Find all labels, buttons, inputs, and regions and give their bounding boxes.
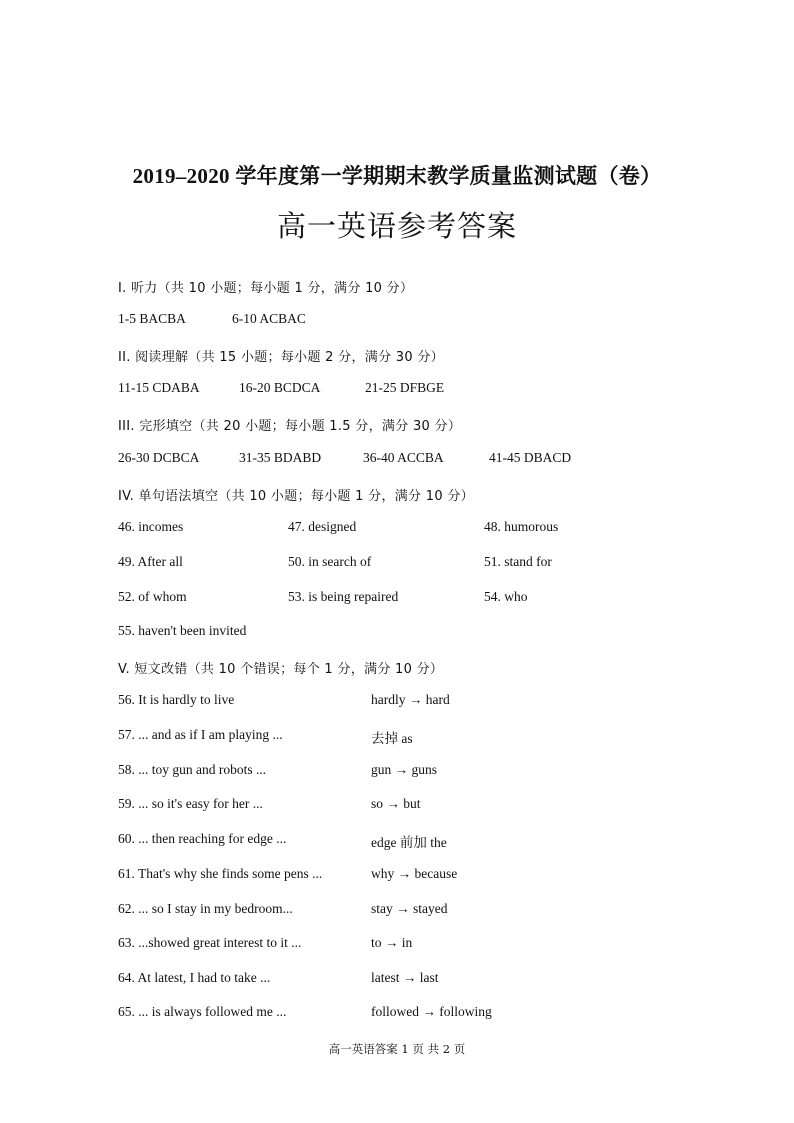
grammar-answer: 55. haven't been invited	[118, 623, 247, 638]
correction-sentence: 61. That's why she finds some pens ...	[118, 866, 323, 881]
grammar-answer: 52. of whom	[118, 589, 187, 604]
correction-sentence: 58. ... toy gun and robots ...	[118, 762, 267, 777]
grammar-answer: 48. humorous	[484, 519, 559, 534]
correction-sentence: 57. ... and as if I am playing ...	[118, 727, 283, 742]
grammar-answer: 51. stand for	[484, 554, 552, 569]
cloze-answer: 41-45 DBACD	[489, 450, 572, 465]
correction-sentence: 62. ... so I stay in my bedroom...	[118, 901, 293, 916]
correction-sentence: 60. ... then reaching for edge ...	[118, 831, 287, 846]
grammar-answer: 46. incomes	[118, 519, 184, 534]
listening-answer: 1-5 BACBA	[118, 311, 186, 326]
page-footer: 高一英语答案 1 页 共 2 页	[328, 1042, 466, 1056]
grammar-answer: 54. who	[484, 589, 528, 604]
section-listening-heading: I. 听力（共 10 小题；每小题 1 分，满分 10 分）	[118, 281, 414, 296]
section-reading-heading: II. 阅读理解（共 15 小题；每小题 2 分，满分 30 分）	[118, 350, 444, 365]
correction-sentence: 65. ... is always followed me ...	[118, 1004, 287, 1019]
correction-sentence: 56. It is hardly to live	[118, 692, 235, 707]
cloze-answer: 26-30 DCBCA	[118, 450, 200, 465]
correction-sentence: 59. ... so it's easy for her ...	[118, 796, 263, 811]
grammar-answer: 50. in search of	[288, 554, 372, 569]
grammar-answer: 53. is being repaired	[288, 589, 399, 604]
reading-answer: 16-20 BCDCA	[239, 380, 321, 395]
answer-key-title: 高一英语参考答案	[276, 209, 517, 243]
correction-fix: hardly → hard	[371, 692, 450, 707]
exam-title: 2019–2020 学年度第一学期期末教学质量监测试题（卷）	[132, 164, 662, 188]
section-cloze-heading: III. 完形填空（共 20 小题；每小题 1.5 分，满分 30 分）	[118, 419, 462, 434]
section-grammar-heading: IV. 单句语法填空（共 10 小题；每小题 1 分，满分 10 分）	[118, 489, 474, 504]
correction-fix: followed → following	[371, 1004, 492, 1019]
reading-answer: 11-15 CDABA	[118, 380, 200, 395]
cloze-answer: 36-40 ACCBA	[363, 450, 444, 465]
correction-fix: gun → guns	[371, 762, 438, 777]
correction-sentence: 63. ...showed great interest to it ...	[118, 935, 302, 950]
correction-sentence: 64. At latest, I had to take ...	[118, 970, 271, 985]
correction-fix: why → because	[371, 866, 458, 881]
correction-fix: so → but	[371, 796, 421, 811]
grammar-answer: 47. designed	[288, 519, 357, 534]
grammar-answer: 49. After all	[118, 554, 183, 569]
correction-fix: edge 前加 the	[371, 835, 447, 850]
cloze-answer: 31-35 BDABD	[239, 450, 322, 465]
correction-fix: to → in	[371, 935, 413, 950]
correction-fix: latest → last	[371, 970, 439, 985]
listening-answer: 6-10 ACBAC	[232, 311, 306, 326]
correction-fix: stay → stayed	[371, 901, 448, 916]
correction-fix: 去掉 as	[371, 731, 413, 746]
section-correction-heading: V. 短文改错（共 10 个错误；每个 1 分，满分 10 分）	[118, 662, 444, 677]
reading-answer: 21-25 DFBGE	[365, 380, 445, 395]
